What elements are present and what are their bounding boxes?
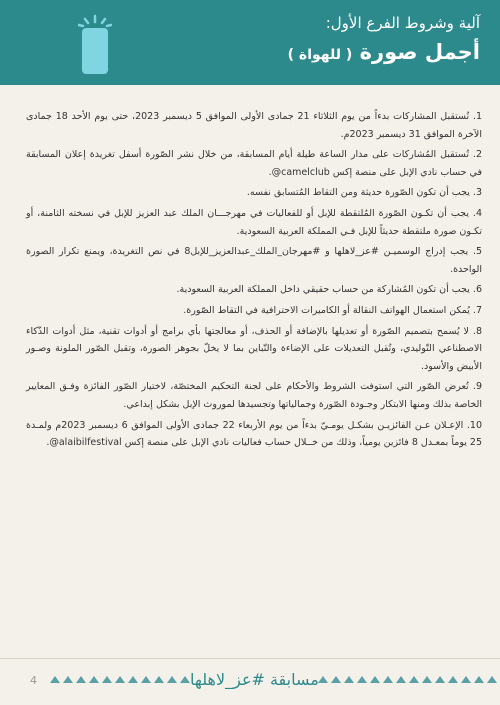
term-item-6: 6. يجب أن تكون المُشاركة من حساب حقيقي داخل المملكة العربية السعودية. bbox=[176, 284, 482, 296]
term-item-10: 10. الإعـلان عـن الفائزيـن بشكـل يومـيّ بدءاً من يوم الأربعاء 22 جمادى الأولى الموافق 6 ديسمبر 2023م ولمـدة 25 يوماً بمعـدل 8 فائزين يومياً، وذلك من خــلال حساب فعاليات نادي الإبل على منصة إكس alaibilfestival@. bbox=[26, 419, 483, 449]
page-title bbox=[288, 40, 480, 64]
title-main: أجمل صورة bbox=[359, 40, 480, 64]
footer-divider bbox=[0, 658, 500, 659]
footer-pattern-left bbox=[50, 676, 190, 683]
term-item-7: 7. يُمكن استعمال الهواتف النقالة أو الكاميرات الاحترافية في التقاط الصّورة. bbox=[183, 304, 482, 316]
page-header bbox=[0, 0, 500, 85]
term-item-9: 9. تُعرض الصّور التي استوفت الشروط والأحكام على لجنة التحكيم المختصّة، لاختيار الصّور الفائزة وفـق المعايير الخاصة بذلك ومنها الابتكار وجـودة الصّورة وجمالياتها وتجسيدها لموروث الإبل بشكل إبداعي. bbox=[26, 381, 482, 410]
phone-icon bbox=[78, 14, 112, 76]
term-item-3: 3. يجب أن تكون الصّورة حديثة ومن التقاط المُتسابق نفسه. bbox=[246, 187, 482, 199]
footer-pattern-right bbox=[318, 676, 497, 683]
term-item-8: 8. لا يُسمح بتصميم الصّورة أو تعديلها بالإضافة أو الحذف، أو معالجتها بأي برامج أو أدوات تقنية، مثل أدوات الذّكاء الاصطناعي التّوليدي، وتُقبل التعديلات على الإضاءة والتّباين بما لا يخلّ بجوهر الصورة، وتقبل الصّور الملونة وصـور الأبيض والأسود. bbox=[26, 325, 482, 372]
term-item-4: 4. يجب أن تكـون الصّورة المُلتقطة للإبل أو للفعاليات في مهرجـــان الملك عبد العزيز للإبل في نسخته الثامنة، أو تكـون صورة ملتقطة حديثاً للإبل فـي المملكة العربية السعودية. bbox=[26, 207, 482, 237]
term-item-2: 2. تُستقبل المُشاركات على مدار الساعة طيلة أيام المسابقة، من خلال نشر الصّورة أسفل تغريدة إعلان المسابقة في حساب نادي الإبل على منصة إكس camelclub@. bbox=[26, 149, 482, 178]
term-item-1: 1. تُستقبل المشاركات بدءاً من يوم الثلاثاء 21 جمادى الأولى الموافق 5 ديسمبر 2023، حتى يوم الأحد 18 جمادى الآخرة الموافق 31 ديسمبر 2023م. bbox=[26, 111, 483, 140]
term-item-5: 5. يجب إدراج الوسميـن #عز_لاهلها و #مهرجان_الملك_عبدالعزيز_للإبل8 في نص التغريدة، ويمنع تكرار الصورة الواحدة. bbox=[26, 246, 483, 275]
footer-hashtag: مسابقة #عز_لاهلها bbox=[190, 670, 319, 689]
page-number: 4 bbox=[30, 674, 37, 687]
title-note: ( للهواة ) bbox=[287, 47, 353, 63]
terms-list bbox=[26, 108, 482, 455]
section-subtitle: آلية وشروط الفرع الأول: bbox=[325, 14, 480, 32]
